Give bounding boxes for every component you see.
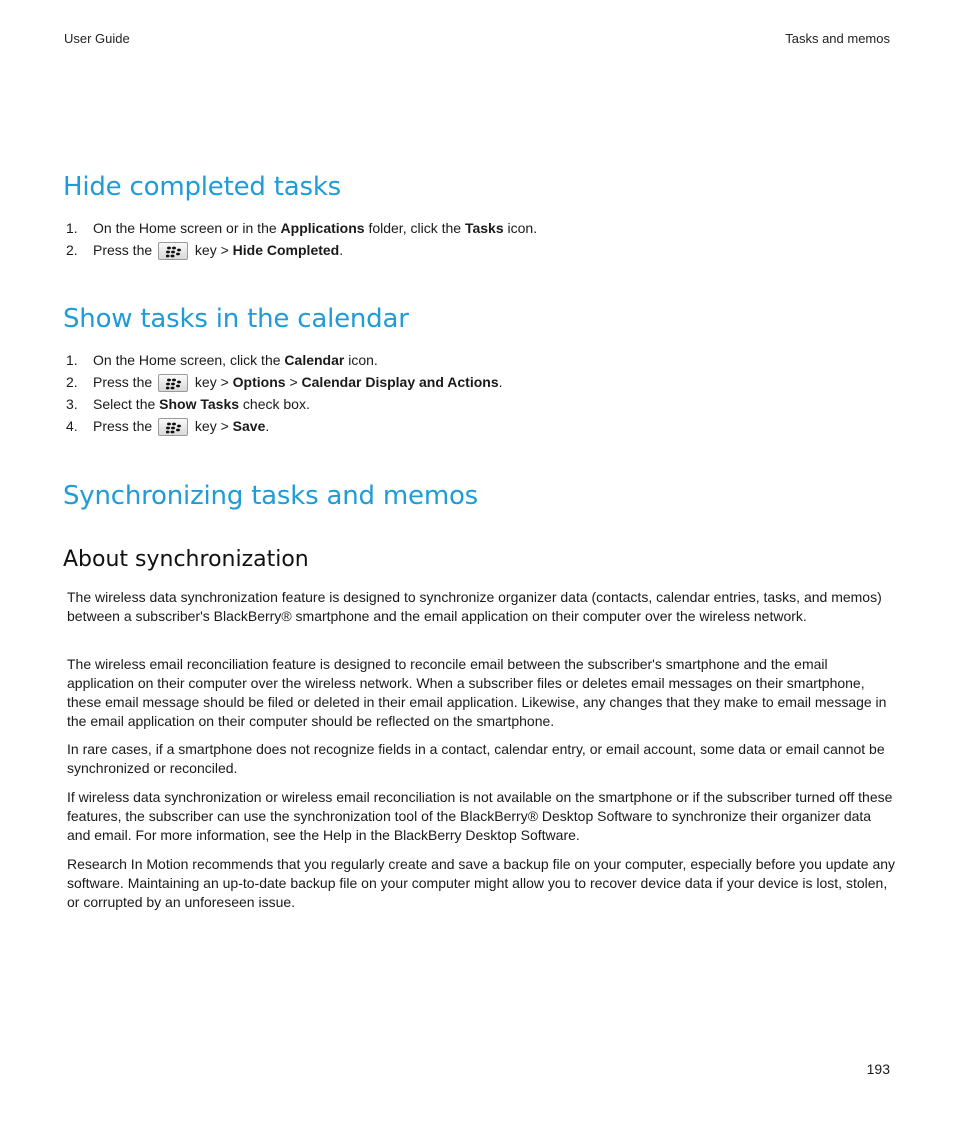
step-text: > [285, 374, 302, 390]
step-text: key > [191, 418, 233, 434]
step-text: icon. [503, 220, 538, 236]
paragraph: In rare cases, if a smartphone does not recognize fields in a contact, calendar entry, or email account, some data or email cannot be synchronized or reconciled. [67, 741, 885, 776]
step-text: key > [191, 374, 233, 390]
paragraph: If wireless data synchronization or wireless email reconciliation is not available on the smartphone or if the subscriber turned off these features, the subscriber can use the synchronization tool of the BlackBerry® Desktop Software to synchronize their organizer data and email. For more information, see the Help in the BlackBerry Desktop Software. [67, 789, 893, 843]
step-number: 4. [66, 418, 78, 434]
step-text: On the Home screen or in the [93, 220, 281, 236]
ui-term: Save [232, 418, 266, 434]
subheading-about-synchronization: About synchronization [63, 547, 309, 572]
step-number: 1. [66, 352, 78, 368]
step-number: 2. [66, 374, 78, 390]
ui-term: Calendar Display and Actions [301, 374, 499, 390]
step-item [63, 371, 503, 393]
page-number: 193 [866, 1061, 890, 1077]
step-text: check box. [239, 396, 310, 412]
paragraph: Research In Motion recommends that you regularly create and save a backup file on your computer, especially before you update any software. Maintaining an up-to-date backup file on your computer might allow you to recover device data if your device is lost, stolen, or corrupted by an unforeseen issue. [67, 856, 896, 910]
ui-term: Show Tasks [159, 396, 240, 412]
step-item [63, 415, 503, 437]
blackberry-menu-key-icon [158, 242, 188, 260]
step-number: 2. [66, 242, 78, 258]
step-item [63, 393, 503, 415]
step-item [63, 239, 537, 261]
step-text: Press the [93, 418, 157, 434]
steps-show-tasks [63, 349, 503, 437]
step-text: . [498, 374, 503, 390]
ui-term: Calendar [284, 352, 345, 368]
ui-term: Applications [280, 220, 365, 236]
heading-hide-completed-tasks: Hide completed tasks [63, 172, 342, 202]
step-text: Press the [93, 374, 157, 390]
step-text: . [265, 418, 270, 434]
step-text: folder, click the [364, 220, 465, 236]
step-item [63, 349, 503, 371]
running-header-right: Tasks and memos [785, 31, 890, 46]
steps-hide-completed [63, 217, 537, 261]
ui-term: Tasks [464, 220, 504, 236]
step-number: 3. [66, 396, 78, 412]
step-text: key > [191, 242, 233, 258]
blackberry-menu-key-icon [158, 418, 188, 436]
step-text: On the Home screen, click the [93, 352, 285, 368]
step-number: 1. [66, 220, 78, 236]
ui-term: Hide Completed [232, 242, 340, 258]
ui-term: Options [232, 374, 286, 390]
heading-show-tasks-in-calendar: Show tasks in the calendar [63, 304, 409, 334]
running-header-left: User Guide [64, 31, 130, 46]
step-text: icon. [344, 352, 378, 368]
paragraph: The wireless data synchronization feature is designed to synchronize organizer data (contacts, calendar entries, tasks, and memos) between a subscriber's BlackBerry® smartphone and the email application on their computer over the wireless network. [67, 589, 882, 624]
step-item [63, 217, 537, 239]
paragraph: The wireless email reconciliation feature is designed to reconcile email between the subscriber's smartphone and the email application on their computer over the wireless network. When a subscriber files or deletes email messages on their smartphone, these email message should be filed or deleted in their email application. Likewise, any changes that they make to email message in the email application on their computer should be reflected on the smartphone. [67, 656, 887, 729]
blackberry-menu-key-icon [158, 374, 188, 392]
step-text: . [339, 242, 344, 258]
step-text: Select the [93, 396, 160, 412]
heading-synchronizing-tasks-and-memos: Synchronizing tasks and memos [63, 481, 479, 511]
step-text: Press the [93, 242, 157, 258]
